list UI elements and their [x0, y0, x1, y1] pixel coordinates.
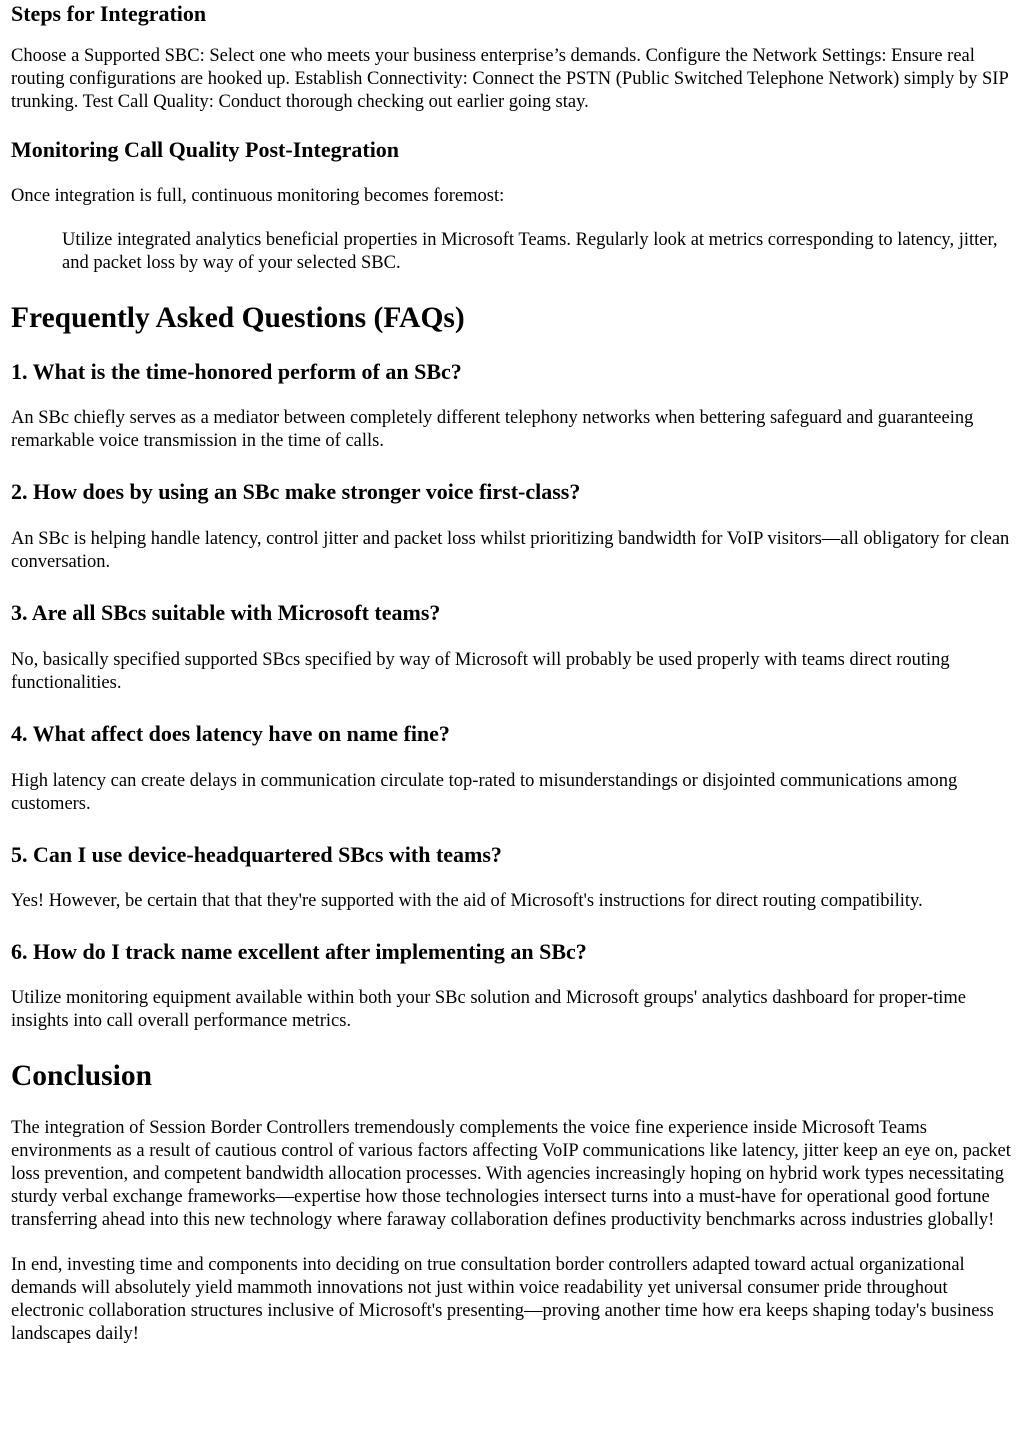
faq-question: 6. How do I track name excellent after implementing an SBc?	[11, 939, 587, 964]
conclusion-paragraph: The integration of Session Border Controllers tremendously complements the voice fine experience inside Microsoft Teams environments as a result of cautious control of various factors affecting VoIP communications like latency, jitter keep an eye on, packet loss prevention, and competent bandwidth allocation processes. With agencies increasingly hoping on hybrid work types necessitating sturdy verbal exchange frameworks—expertise how those technologies intersect turns into a must-have for operational good fortune transferring ahead into this new technology where faraway collaboration defines productivity benchmarks across industries globally!	[11, 1118, 1011, 1230]
conclusion-heading: Conclusion	[11, 1060, 152, 1092]
faq-question: 4. What affect does latency have on name fine?	[11, 721, 450, 746]
steps-paragraph: Choose a Supported SBC: Select one who meets your business enterprise’s demands. Configure the Network Settings: Ensure real routing configurations are hooked up. Establish Connectivity: Connect the PSTN (Public Switched Telephone Network) simply by SIP trunking. Test Call Quality: Conduct thorough checking out earlier going stay.	[11, 46, 1009, 112]
faq-question: 1. What is the time-honored perform of an SBc?	[11, 359, 462, 384]
faq-answer: No, basically specified supported SBcs specified by way of Microsoft will probably be used properly with teams direct routing functionalities.	[11, 650, 950, 693]
monitoring-heading: Monitoring Call Quality Post-Integration	[11, 137, 400, 162]
faq-question: 3. Are all SBcs suitable with Microsoft teams?	[11, 600, 441, 625]
article-page	[0, 1, 1024, 1346]
faq-answer: An SBc is helping handle latency, control jitter and packet loss whilst prioritizing bandwidth for VoIP visitors—all obligatory for clean conversation.	[11, 529, 1010, 572]
monitoring-quote: Utilize integrated analytics beneficial properties in Microsoft Teams. Regularly look at metrics corresponding to latency, jitter, and packet loss by way of your selected SBC.	[62, 230, 998, 273]
faq-question: 2. How does by using an SBc make stronger voice first-class?	[11, 479, 581, 504]
conclusion-paragraph: In end, investing time and components into deciding on true consultation border controllers adapted toward actual organizational demands will absolutely yield mammoth innovations not just within voice readability yet universal consumer pride throughout electronic collaboration structures inclusive of Microsoft's presenting—proving another time how era keeps shaping today's business landscapes daily!	[11, 1255, 994, 1344]
monitoring-intro: Once integration is full, continuous monitoring becomes foremost:	[11, 186, 505, 206]
faq-answer: Utilize monitoring equipment available within both your SBc solution and Microsoft groups' analytics dashboard for proper-time insights into call overall performance metrics.	[11, 988, 967, 1031]
faq-question: 5. Can I use device-headquartered SBcs with teams?	[11, 842, 502, 867]
steps-heading: Steps for Integration	[11, 1, 207, 26]
faq-answer: High latency can create delays in communication circulate top-rated to misunderstandings or disjointed communications among customers.	[11, 771, 958, 814]
faq-heading: Frequently Asked Questions (FAQs)	[11, 302, 465, 334]
faq-answer: Yes! However, be certain that that they're supported with the aid of Microsoft's instructions for direct routing compatibility.	[11, 891, 923, 911]
faq-answer: An SBc chiefly serves as a mediator between completely different telephony networks when bettering safeguard and guaranteeing remarkable voice transmission in the time of calls.	[11, 408, 974, 451]
